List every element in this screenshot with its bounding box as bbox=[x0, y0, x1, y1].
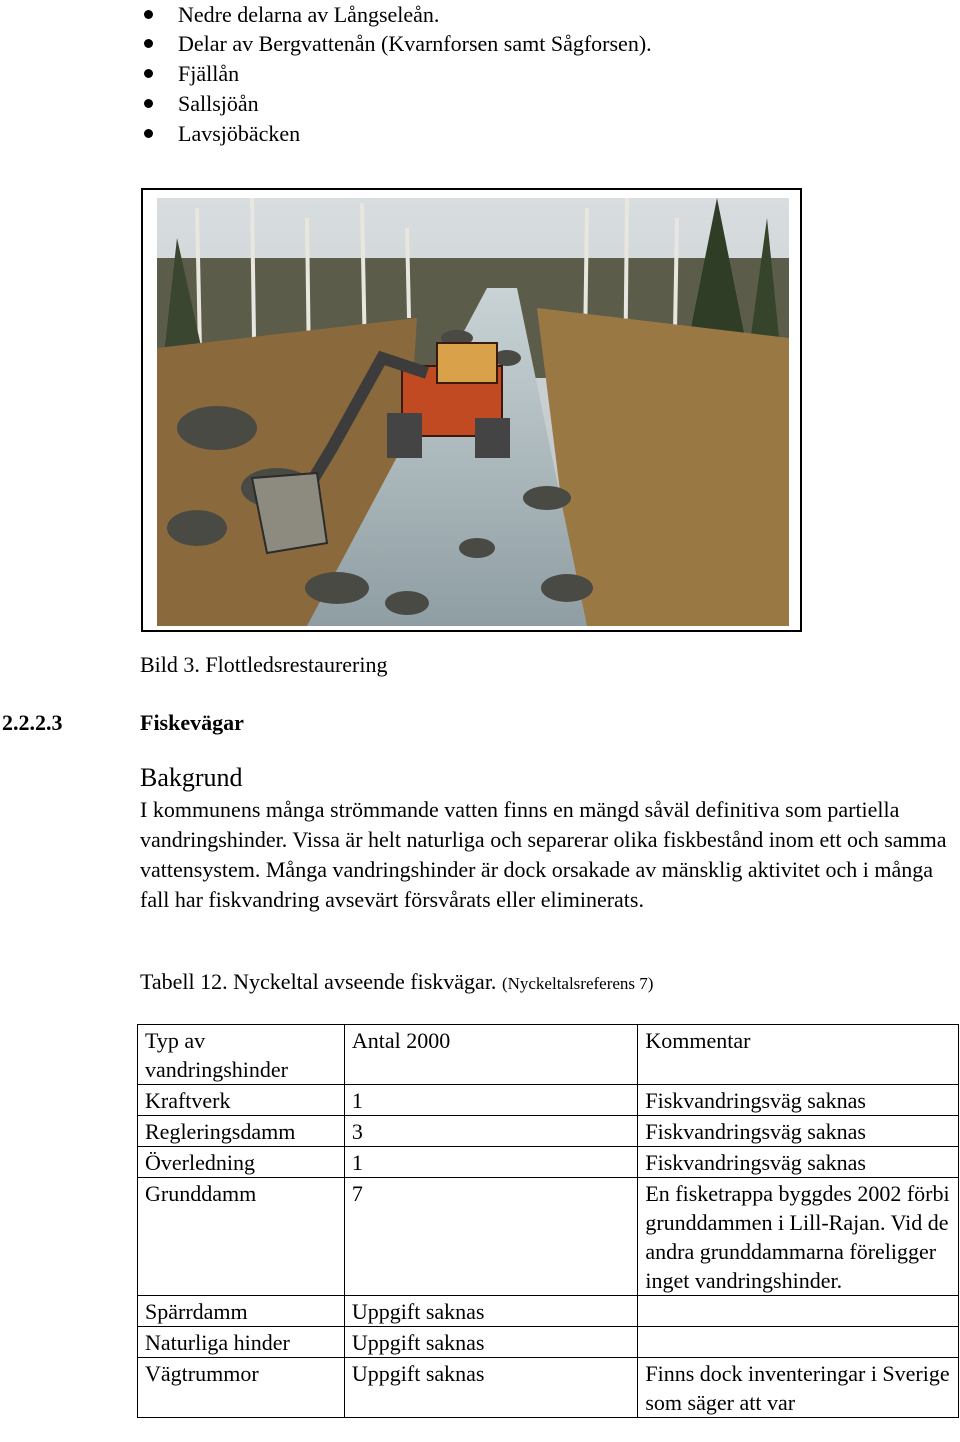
table-cell: Vägtrummor bbox=[138, 1358, 345, 1418]
river-restoration-photo bbox=[157, 198, 789, 626]
table-row bbox=[138, 1116, 959, 1147]
table-cell: 3 bbox=[344, 1116, 637, 1147]
table-cell: Fiskvandringsväg saknas bbox=[638, 1085, 959, 1116]
table-cell: 7 bbox=[344, 1178, 637, 1296]
table-cell: Naturliga hinder bbox=[138, 1327, 345, 1358]
header-cell: Kommentar bbox=[638, 1025, 959, 1085]
table-cell: Fiskvandringsväg saknas bbox=[638, 1147, 959, 1178]
table-cell: Uppgift saknas bbox=[344, 1296, 637, 1327]
bullet-dot bbox=[144, 69, 153, 78]
bullet-item: Delar av Bergvattenån (Kvarnforsen samt Sågforsen). bbox=[178, 31, 652, 56]
header-cell: Typ av vandringshinder bbox=[138, 1025, 345, 1085]
bullet-dot bbox=[144, 129, 153, 138]
bullet-dot bbox=[144, 10, 153, 19]
table-cell: En fisketrappa byggdes 2002 förbi grunddammen i Lill-Rajan. Vid de andra grunddammarna föreligger inget vandringshinder. bbox=[638, 1178, 959, 1296]
table-row bbox=[138, 1085, 959, 1116]
table-cell: Spärrdamm bbox=[138, 1296, 345, 1327]
section-number: 2.2.2.3 bbox=[2, 710, 63, 735]
table-cell: Kraftverk bbox=[138, 1085, 345, 1116]
bullet-item: Lavsjöbäcken bbox=[178, 121, 301, 146]
table-cell bbox=[638, 1327, 959, 1358]
header-cell: Antal 2000 bbox=[344, 1025, 637, 1085]
key-figures-table bbox=[137, 1024, 959, 1418]
table-caption-reference: (Nyckeltalsreferens 7) bbox=[501, 974, 654, 993]
table-cell: Uppgift saknas bbox=[344, 1358, 637, 1418]
table-row bbox=[138, 1178, 959, 1296]
table-caption-text: Tabell 12. Nyckeltal avseende fiskvägar. bbox=[140, 969, 497, 994]
bullet-dot bbox=[144, 99, 153, 108]
subheading: Bakgrund bbox=[140, 763, 243, 792]
table-cell: Fiskvandringsväg saknas bbox=[638, 1116, 959, 1147]
bullet-item: Fjällån bbox=[178, 61, 240, 86]
table-row bbox=[138, 1296, 959, 1327]
table-cell: 1 bbox=[344, 1085, 637, 1116]
bullet-item: Sallsjöån bbox=[178, 91, 259, 116]
table-cell bbox=[638, 1296, 959, 1327]
bullet-dot bbox=[144, 39, 153, 48]
table-cell: Grunddamm bbox=[138, 1178, 345, 1296]
table-cell: 1 bbox=[344, 1147, 637, 1178]
table-header-row bbox=[138, 1025, 959, 1085]
table-cell: Uppgift saknas bbox=[344, 1327, 637, 1358]
table-row bbox=[138, 1147, 959, 1178]
table-cell: Regleringsdamm bbox=[138, 1116, 345, 1147]
table-caption bbox=[140, 967, 653, 999]
table-cell: Finns dock inventeringar i Sverige som säger att var bbox=[638, 1358, 959, 1418]
table-row bbox=[138, 1358, 959, 1418]
figure-caption: Bild 3. Flottledsrestaurering bbox=[140, 652, 388, 677]
table-row bbox=[138, 1327, 959, 1358]
bullet-item: Nedre delarna av Långseleån. bbox=[178, 2, 440, 27]
body-paragraph: I kommunens många strömmande vatten finns en mängd såväl definitiva som partiella vandringshinder. Vissa är helt naturliga och separerar olika fiskbestånd inom ett och samma vattensystem. Många vandringshinder är dock orsakade av mänsklig aktivitet och i många fall har fiskvandring avsevärt försvårats eller eliminerats. bbox=[140, 797, 947, 912]
section-title: Fiskevägar bbox=[140, 710, 244, 735]
figure-frame bbox=[141, 188, 802, 632]
table-cell: Överledning bbox=[138, 1147, 345, 1178]
